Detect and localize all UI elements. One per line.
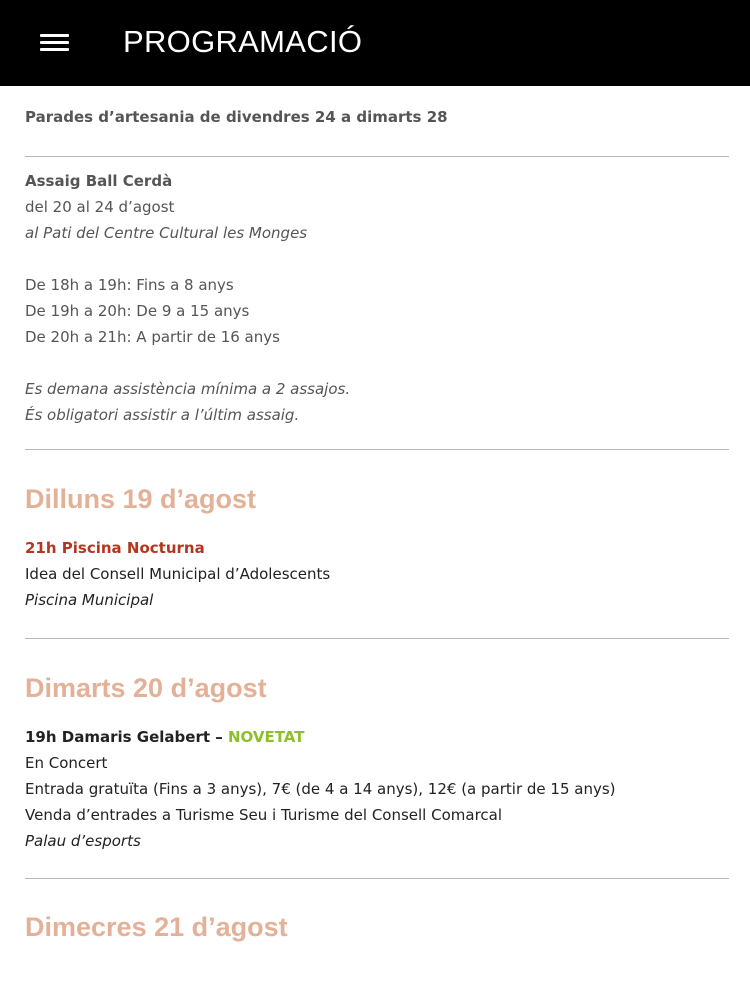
intro-block	[25, 86, 729, 157]
assaig-note: És obligatori assistir a l’últim assaig.	[25, 406, 300, 424]
assaig-dates: del 20 al 24 d’agost	[25, 198, 175, 216]
novetat-badge: NOVETAT	[227, 728, 305, 746]
event-title: 21h Piscina Nocturna	[25, 539, 205, 557]
schedule-item: De 19h a 20h: De 9 a 15 anys	[25, 302, 250, 320]
day-heading: Dimarts 20 d’agost	[25, 673, 267, 703]
hamburger-menu-icon[interactable]	[40, 31, 69, 53]
program-content	[0, 86, 750, 944]
day-section-dilluns	[25, 450, 729, 639]
schedule-item: De 18h a 19h: Fins a 8 anys	[25, 276, 234, 294]
day-heading: Dimecres 21 d’agost	[25, 912, 288, 942]
intro-text: Parades d’artesania de divendres 24 a dimarts 28	[25, 108, 448, 126]
day-section-dimecres	[25, 879, 729, 944]
day-section-dimarts	[25, 639, 729, 879]
schedule-item: De 20h a 21h: A partir de 16 anys	[25, 328, 280, 346]
event-place: Piscina Municipal	[25, 591, 154, 609]
page-title: PROGRAMACIÓ	[123, 24, 363, 59]
event-tickets: Venda d’entrades a Turisme Seu i Turisme del Consell Comarcal	[25, 806, 503, 824]
assaig-place: al Pati del Centre Cultural les Monges	[25, 224, 308, 242]
day-heading: Dilluns 19 d’agost	[25, 484, 257, 514]
event-title	[25, 724, 729, 750]
event-description: En Concert	[25, 754, 108, 772]
event-prices: Entrada gratuïta (Fins a 3 anys), 7€ (de 4 a 14 anys), 12€ (a partir de 15 anys)	[25, 780, 616, 798]
assaig-title: Assaig Ball Cerdà	[25, 172, 173, 190]
assaig-note: Es demana assistència mínima a 2 assajos.	[25, 380, 351, 398]
top-bar	[0, 0, 750, 86]
event-place: Palau d’esports	[25, 832, 141, 850]
assaig-block	[25, 157, 729, 450]
event-description: Idea del Consell Municipal d’Adolescents	[25, 565, 331, 583]
event-title-text: 19h Damaris Gelabert –	[25, 728, 228, 746]
